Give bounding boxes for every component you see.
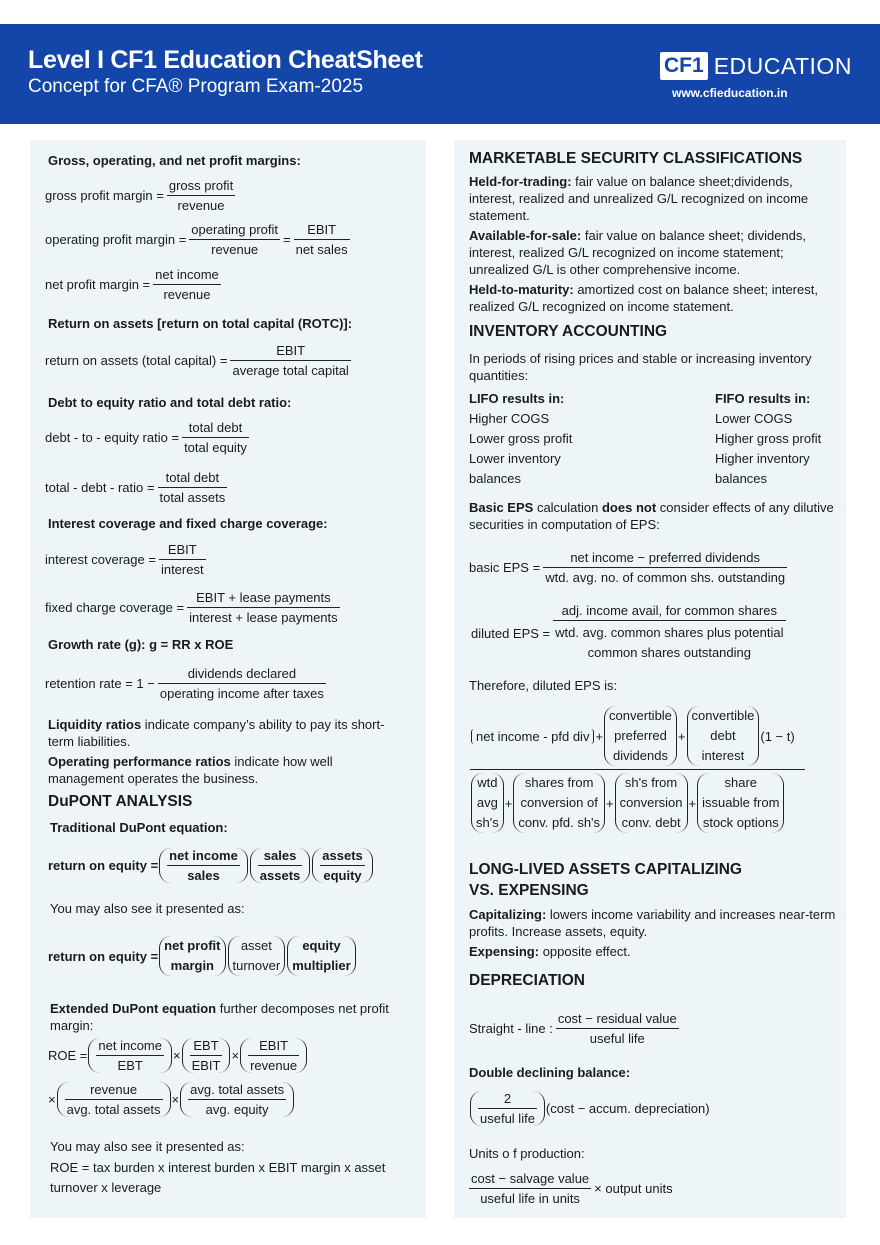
therefore-text: Therefore, diluted EPS is: (469, 678, 618, 693)
debt-heading: Debt to equity ratio and total debt ratio: (48, 395, 292, 410)
roa-formula: return on assets (total capital) = EBIT average total capital (45, 343, 349, 378)
fifo-heading: FIFO results in: (715, 391, 811, 406)
formula-lhs: gross profit margin (45, 188, 153, 203)
numerator: EBIT (167, 542, 197, 557)
numerator: operating profit (191, 222, 279, 237)
numerator: net income (155, 267, 219, 282)
numerator: cost − salvage value (471, 1171, 590, 1186)
capitalizing-text: Capitalizing: lowers income variability and increases near-term profits. Increase assets, equity. (469, 907, 836, 939)
formula-lhs: total - debt - ratio (45, 480, 144, 495)
available-for-sale-text: Available-for-sale: fair value on balance sheet; dividends, interest, realized G/L recognized on income statement; unrealized G/L is other comprehensive income. (469, 228, 806, 277)
list-item: balances (469, 471, 522, 486)
formula-lhs: return on equity (48, 948, 147, 964)
extended-dupont-formula-line2: × revenue avg. total assets × avg. total assets avg. equity (48, 1082, 295, 1117)
also-presented-text-2: You may also see it presented as: (50, 1139, 245, 1154)
diluted-eps-formula: diluted EPS = adj. income avail, for common shares wtd. avg. common shares plus potential common shares outstanding (471, 603, 789, 663)
interest-coverage-formula: interest coverage = EBIT interest (45, 542, 204, 577)
denominator: interest + lease payments (187, 607, 340, 625)
list-item: Lower inventory (469, 451, 561, 466)
expensing-text: Expensing: opposite effect. (469, 944, 631, 959)
extended-dupont-text: Extended DuPont equation further decomposes net profit margin: (50, 1001, 389, 1033)
inventory-intro-text: In periods of rising prices and stable or increasing inventory quantities: (469, 351, 812, 383)
numerator: dividends declared (187, 666, 297, 681)
net-profit-margin-formula: net profit margin = net income revenue (45, 267, 219, 302)
margins-heading: Gross, operating, and net profit margins: (48, 153, 301, 168)
numerator: total debt (165, 470, 220, 485)
inventory-heading: INVENTORY ACCOUNTING (469, 323, 668, 340)
formula-lhs: operating profit margin (45, 232, 176, 247)
formula-lhs: diluted EPS (471, 625, 539, 641)
right-panel (454, 140, 846, 1218)
liquidity-ratios-text: Liquidity ratios indicate company’s ability to pay its short-term liabilities. (48, 717, 385, 749)
diluted-eps-expanded-formula (470, 706, 805, 833)
denominator: revenue (167, 195, 235, 213)
brand-logo (660, 52, 852, 80)
header-banner (0, 24, 880, 124)
numerator: EBIT (276, 343, 306, 358)
formula-lhs: retention rate = 1 (45, 676, 144, 691)
held-for-trading-text: Held-for-trading: fair value on balance sheet;dividends, interest, realized and unrealized G/L recognized on income statement. (469, 174, 809, 223)
big-denominator: wtd avg sh's + shares from conversion of conv. pfd. sh's + sh's from conversion conv. debt + share issuable from stock options (470, 769, 805, 833)
fifo-column (715, 389, 821, 489)
held-to-maturity-text: Held-to-maturity: amortized cost on balance sheet; interest, realized G/L recognized on income statement. (469, 282, 818, 314)
debt-to-equity-formula: debt - to - equity ratio = total debt total equity (45, 420, 247, 455)
growth-heading: Growth rate (g): g = RR x ROE (48, 637, 234, 652)
formula-lhs: debt - to - equity ratio (45, 430, 168, 445)
website-url: www.cfieducation.in (672, 86, 788, 100)
double-declining-heading: Double declining balance: (469, 1065, 631, 1080)
fixed-charge-coverage-formula: fixed charge coverage = EBIT + lease payments interest + lease payments (45, 590, 338, 625)
list-item: Higher gross profit (715, 431, 822, 446)
depreciation-heading: DEPRECIATION (469, 972, 585, 989)
lifo-heading: LIFO results in: (469, 391, 565, 406)
denominator: operating income after taxes (158, 683, 326, 701)
denominator: interest (159, 559, 206, 577)
straight-line-formula (469, 1011, 682, 1046)
denominator: useful life (556, 1028, 679, 1046)
formula-lhs: return on equity (48, 858, 147, 873)
logo-mark: CF1 (660, 52, 708, 80)
denominator: average total capital (230, 360, 350, 378)
formula-rest: (cost − accum. depreciation) (545, 1101, 710, 1116)
denominator: total equity (182, 437, 249, 455)
retention-rate-formula: retention rate = 1 − dividends declared operating income after taxes (45, 666, 324, 701)
left-panel (30, 140, 426, 1218)
formula-lhs: net profit margin (45, 277, 139, 292)
numerator: EBIT + lease payments (196, 590, 331, 605)
formula-lhs: ROE (48, 1048, 77, 1063)
traditional-dupont-heading: Traditional DuPont equation: (50, 820, 228, 835)
basic-eps-text: Basic EPS calculation does not consider effects of any dilutive securities in computation of EPS: (469, 500, 834, 532)
traditional-dupont-formula: return on equity = net income sales sales assets assets equity (48, 848, 374, 883)
numerator: gross profit (168, 178, 234, 193)
marketable-securities-heading: MARKETABLE SECURITY CLASSIFICATIONS (469, 150, 803, 167)
formula-lhs: basic EPS (469, 560, 529, 575)
list-item: Higher COGS (469, 411, 550, 426)
dupont-components-formula: return on equity = net profit margin asset turnover equity multiplier (48, 936, 357, 976)
operating-performance-text: Operating performance ratios indicate how well management operates the business. (48, 754, 333, 786)
dupont-heading: DuPONT ANALYSIS (48, 793, 193, 810)
denominator: total assets (158, 487, 228, 505)
denominator: net sales (294, 239, 350, 257)
denominator: useful life in units (469, 1188, 591, 1206)
gross-profit-margin-formula: gross profit margin = gross profit revenue (45, 178, 234, 213)
long-lived-assets-heading: LONG-LIVED ASSETS CAPITALIZING VS. EXPENSING (469, 861, 742, 899)
formula-rest: × output units (594, 1181, 673, 1196)
list-item: Lower gross profit (469, 431, 573, 446)
total-debt-ratio-formula: total - debt - ratio = total debt total assets (45, 470, 226, 505)
roe-components-text: ROE = tax burden x interest burden x EBIT margin x asset turnover x leverage (50, 1160, 386, 1195)
numerator: net income − preferred dividends (570, 550, 761, 565)
also-presented-text-1: You may also see it presented as: (50, 901, 245, 916)
page-title: Level I CF1 Education CheatSheet (28, 46, 423, 74)
page-subtitle: Concept for CFA® Program Exam-2025 (28, 76, 364, 97)
roa-heading: Return on assets [return on total capital (ROTC)]: (48, 316, 353, 331)
lifo-column (469, 389, 572, 489)
extended-dupont-formula-line1: ROE = net income EBT × EBT EBIT × EBIT revenue (48, 1038, 308, 1073)
coverage-heading: Interest coverage and fixed charge coverage: (48, 516, 328, 531)
numerator: total debt (188, 420, 243, 435)
logo-text: EDUCATION (713, 52, 852, 79)
numerator: EBIT (307, 222, 337, 237)
operating-profit-margin-formula: operating profit margin = operating profit revenue = EBIT net sales (45, 222, 348, 257)
big-numerator: net income - pfd div + convertible preferred dividends + convertible debt interest (1 − t) (470, 706, 805, 769)
double-declining-formula (469, 1091, 710, 1126)
units-of-production-formula (469, 1171, 673, 1206)
numerator: 2 (503, 1091, 512, 1106)
denominator: revenue (189, 239, 280, 257)
list-item: Lower COGS (715, 411, 793, 426)
basic-eps-formula: basic EPS = net income − preferred dividends wtd. avg. no. of common shs. outstanding (469, 550, 786, 585)
list-item: Higher inventory (715, 451, 810, 466)
denominator: revenue (153, 284, 221, 302)
formula-lhs: Straight - line : (469, 1021, 553, 1036)
numerator: adj. income avail, for common shares (561, 603, 777, 618)
list-item: balances (715, 471, 768, 486)
formula-lhs: fixed charge coverage (45, 600, 173, 615)
formula-lhs: return on assets (total capital) (45, 353, 217, 368)
denominator: useful life (478, 1108, 537, 1126)
formula-lhs: interest coverage (45, 552, 145, 567)
denominator: wtd. avg. no. of common shs. outstanding (543, 567, 787, 585)
units-of-production-label: Units o f production: (469, 1146, 585, 1161)
numerator: cost − residual value (557, 1011, 677, 1026)
